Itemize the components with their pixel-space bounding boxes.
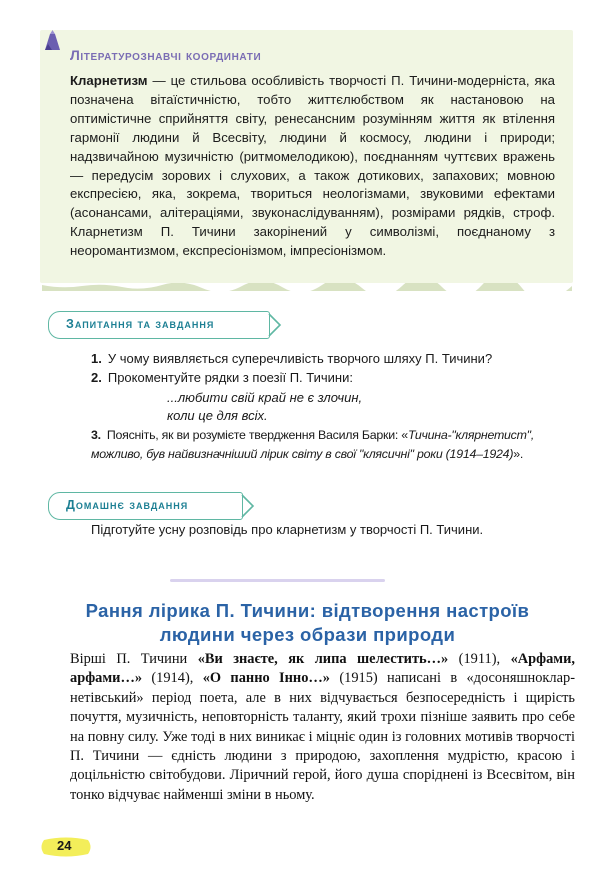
torn-edge-divider: [42, 283, 572, 291]
tab-arrow-icon: [268, 312, 282, 338]
page-number: 24: [57, 838, 72, 853]
poem-quote-line-1: ...любити свій край не є злочин,: [167, 390, 363, 405]
term-klarnetyzm: Кларнетизм: [70, 73, 148, 88]
poem-title-panno-inno: «О панно Інно…»: [202, 670, 330, 687]
poem-title-lypa: «Ви знаєте, як липа шелестить…»: [197, 651, 449, 667]
questions-title: Запитання та завдання: [66, 317, 215, 331]
homework-text: Підготуйте усну розповідь про кларнетизм у творчості П. Тичини.: [91, 522, 484, 537]
tab-arrow-icon: [241, 493, 255, 519]
definition-text: — це стильова особливість творчості П. Тичини-модерніста, яка позначена вітаїстичністю, тобто життєлюбством як настановою на оптимістичне сприйняття світу, ренесансним розумінням життя як втілення гармонії людини й Всесвіту, людини й космосу, людини і природи; надзвичайною музичністю (ритмомелодикою), поєднанням чуттєвих вражень — передусім зорових і слухових, а також дотикових, запахових; мовною експресією, яка, зокрема, твориться неологізмами, звуковими ефектами (асонансами, алітераціями, звуконаслідуванням), розмірами рядків, строф. Кларнетизм П. Тичини закорінений у символізмі, поєднаному з неоромантизмом, експресіонізмом, імпресіонізмом.: [70, 73, 555, 259]
body-paragraph: Вірші П. Тичини «Ви знаєте, як липа шелестить…» (1911), «Арфами, арфами…» (1914), «О панно Інно…» (1915) написані в «досоняшнокларнетівський» період поета, але в них відчувається безпосередність і щирість почуття, музичність, неповторність таланту, який трохи пізніше заявить про себе на повну силу. Уже тоді в них виникає і міцніє один із головних мотивів творчості П. Тичини — єдність людини з природою, захоплення мудрістю, красою і доцільністю світобудови. Ліричний герой, його душа споріднені із Всесвітом, він тонко відчуває найменші зміни в ньому.: [70, 651, 575, 803]
literary-definition: [70, 72, 555, 261]
poem-quote-line-2: коли це для всіх.: [167, 408, 268, 423]
question-1: 1. У чому виявляється суперечливість творчого шляху П. Тичини?: [91, 351, 493, 366]
homework-title: Домашнє завдання: [66, 498, 189, 512]
pencil-icon: [43, 30, 65, 52]
section-title-line-1: Рання лірика П. Тичини: відтворення настроїв: [85, 600, 530, 621]
literary-coordinates-title: Літературознавчі координати: [70, 47, 262, 63]
decorative-divider: [170, 578, 385, 583]
section-title-line-2: людини через образи природи: [159, 624, 456, 645]
question-2: 2. Прокоментуйте рядки з поезії П. Тичини:: [91, 370, 353, 385]
question-3: 3. Поясніть, як ви розумієте твердження Василя Барки: «Тичина-"клярнетист", можливо, був найвизначніший лірик світу в свої "клясичні" роки (1914–1924)».: [91, 428, 535, 461]
poem-title-arfamy: «Арфами, арфами…»: [70, 651, 575, 687]
